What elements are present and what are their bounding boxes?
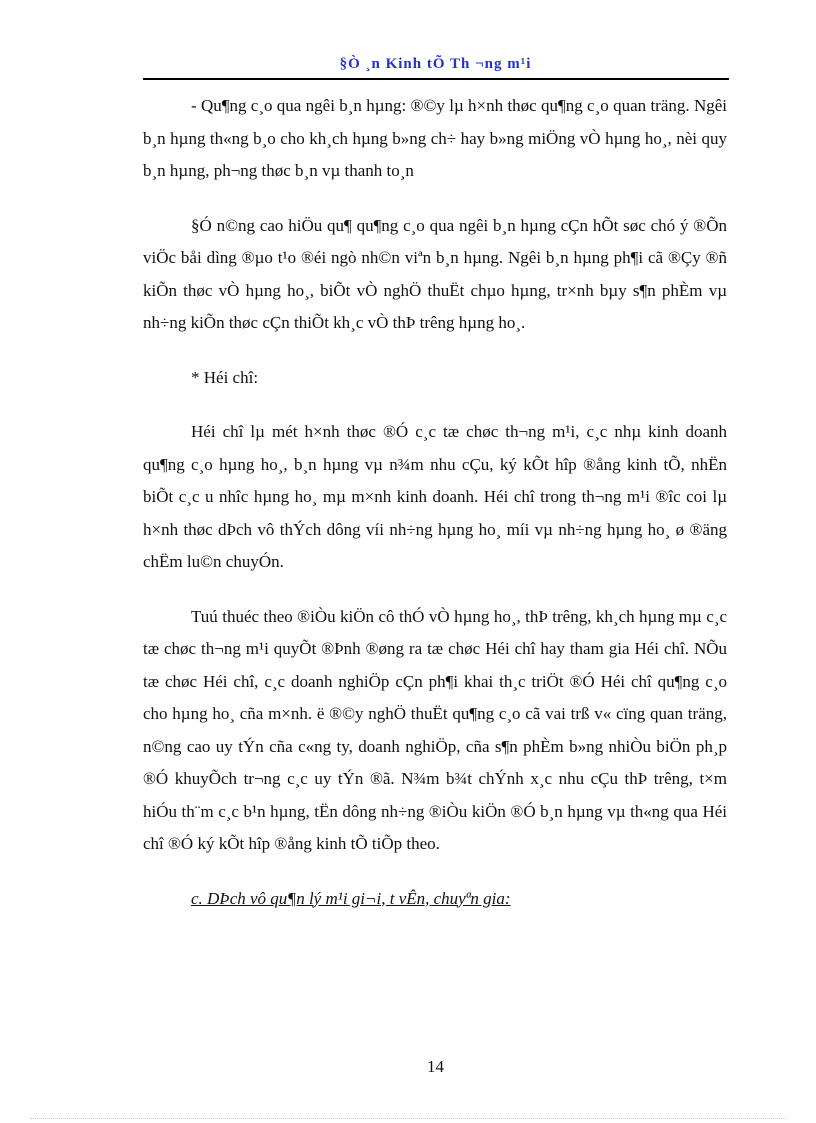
paragraph-salesperson-ads: - Qu¶ng c¸o qua ngêi b¸n hµng: ®©y lµ h×nh thøc qu¶ng c¸o quan träng. Ngêi b¸n hµng th«ng b¸o cho kh¸ch hµng b»ng ch÷ hay b»ng miÖng vÒ hµng ho¸, nèi quy b¸n hµng, ph¬ng thøc b¸n vµ thanh to¸n [143, 96, 727, 180]
paragraph-trade-fair-participation: Tuú thuéc theo ®iÒu kiÖn cô thÓ vÒ hµng ho¸, thÞ trêng, kh¸ch hµng mµ c¸c tæ chøc th¬ng m¹i quyÕt ®Þnh ®øng ra tæ chøc Héi chî hay tham gia Héi chî. NÕu tæ chøc Héi chî, c¸c doanh nghiÖp cÇn ph¶i khai th¸c triÖt ®Ó Héi chî qu¶ng c¸o cho hµng ho¸ cña m×nh. ë ®©y nghÖ thuËt qu¶ng c¸o cã vai trß v« cïng quan träng, n©ng cao uy tÝn cña c«ng ty, doanh nghiÖp, cña s¶n phÈm b»ng nhiÒu biÖn ph¸p ®Ó khuyÕch tr¬ng c¸c uy tÝn ®ã. N¾m b¾t chÝnh x¸c nhu cÇu thÞ trêng, t×m hiÓu th¨m c¸c b¹n hµng, tËn dông nh÷ng ®iÒu kiÖn ®Ó b¸n hµng vµ th«ng qua Héi chî ®Ó ký kÕt hîp ®ång kinh tÕ tiÕp theo. [143, 606, 727, 853]
page-number: 14 [427, 1057, 444, 1076]
heading-trade-fair: * Héi chî: [191, 367, 259, 387]
page-header: §Ò ¸n Kinh tÕ Th ¬ng m¹i [339, 56, 532, 72]
page-bottom-border [30, 1118, 786, 1119]
body-text [143, 90, 727, 915]
subheading-brokerage-consulting: c. DÞch vô qu¶n lý m¹i gi¬i, t vÊn, chuyªn gia: [191, 888, 511, 908]
paragraph-training-sales-staff: §Ó n©ng cao hiÖu qu¶ qu¶ng c¸o qua ngêi b¸n hµng cÇn hÕt søc chó ý ®Õn viÖc båi dìng ®µo t¹o ®éi ngò nh©n viªn b¸n hµng. Ngêi b¸n hµng ph¶i cã ®Çy ®ñ kiÕn thøc vÒ hµng ho¸, biÕt vÒ nghÖ thuËt chµo hµng, tr×nh bµy s¶n phÈm vµ nh÷ng kiÕn thøc cÇn thiÕt kh¸c vÒ thÞ trêng hµng ho¸. [143, 215, 727, 332]
header-rule [143, 78, 729, 80]
paragraph-trade-fair-definition: Héi chî lµ mét h×nh thøc ®Ó c¸c tæ chøc th¬ng m¹i, c¸c nhµ kinh doanh qu¶ng c¸o hµng ho¸, b¸n hµng vµ n¾m nhu cÇu, ký kÕt hîp ®ång kinh tÕ, nhËn biÕt c¸c u nhîc hµng ho¸ mµ m×nh kinh doanh. Héi chî trong th¬ng m¹i ®îc coi lµ h×nh thøc dÞch vô thÝch dông víi nh÷ng hµng ho¸ míi vµ nh÷ng hµng ho¸ ø ®äng chËm lu©n chuyÓn. [143, 422, 727, 571]
